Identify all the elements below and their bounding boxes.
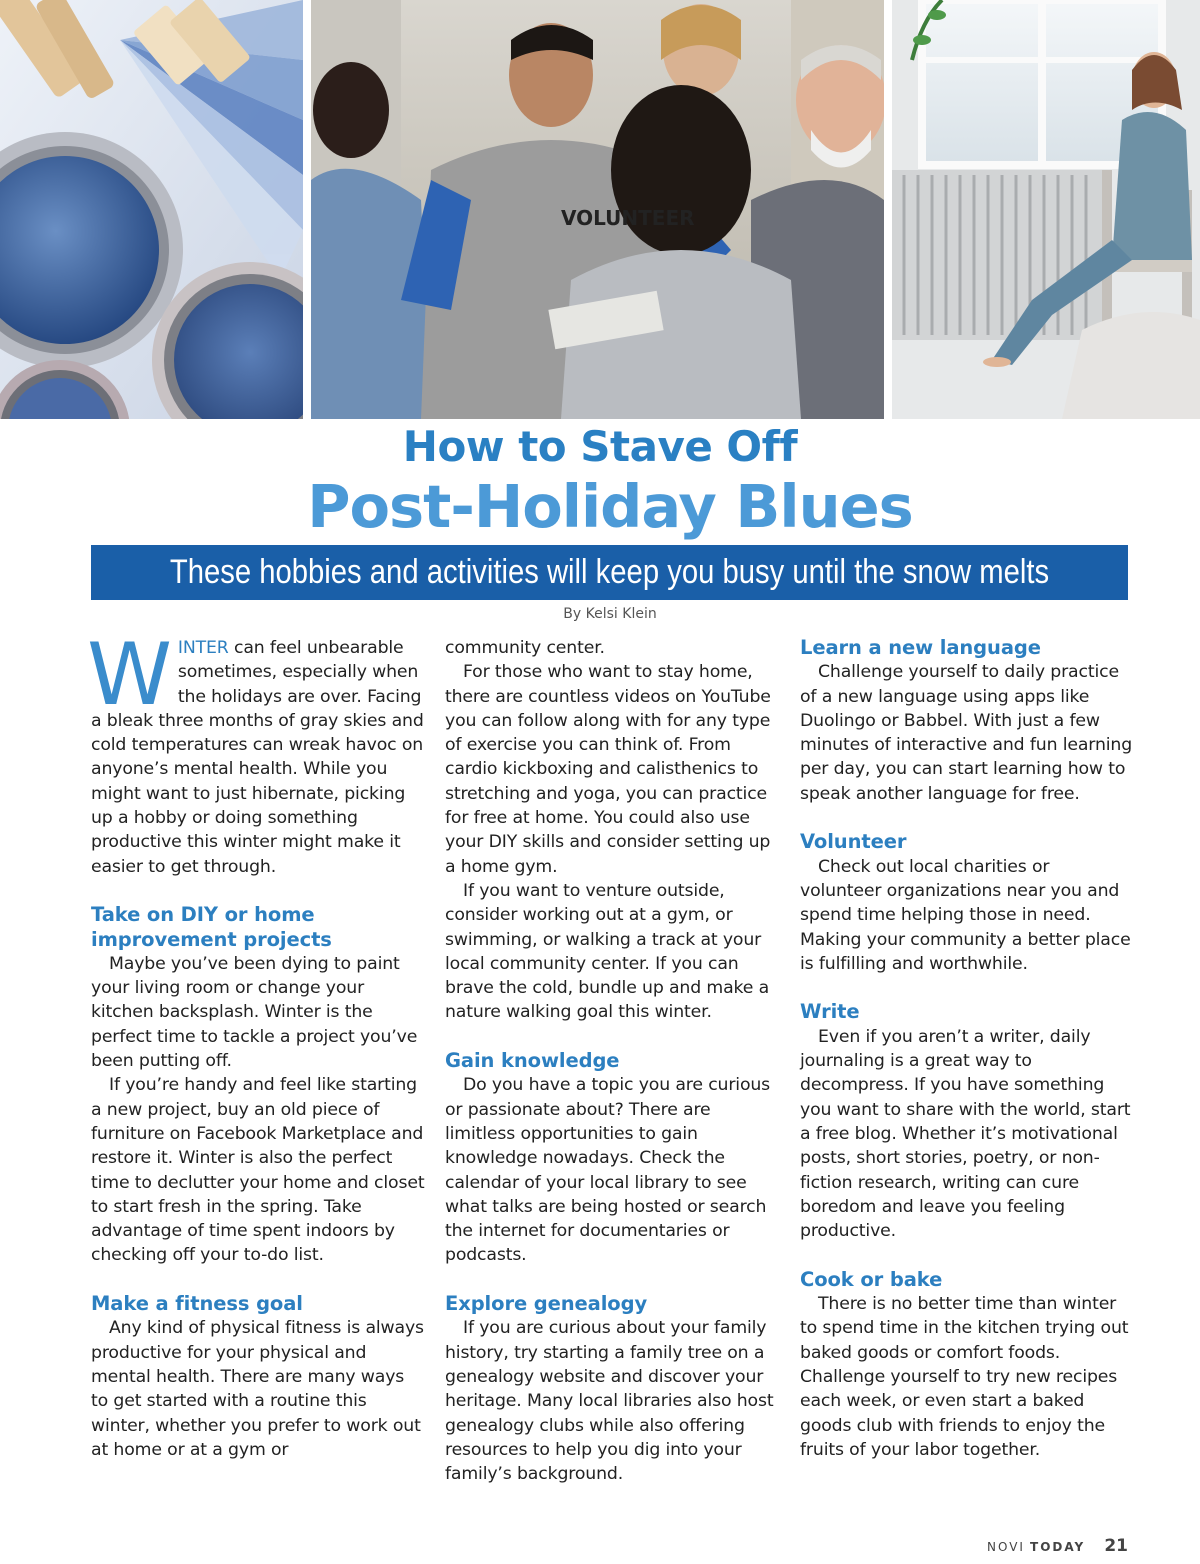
article-column-3 bbox=[800, 636, 1135, 1462]
article-deck: These hobbies and activities will keep you busy until the snow melts bbox=[169, 553, 1050, 591]
section-heading-genealogy: Explore genealogy bbox=[445, 1292, 648, 1316]
section-paragraph: Even if you aren’t a writer, daily journaling is a great way to decompress. If you have something you want to share with the world, start a free blog. Whether it’s motivational posts, short stories, poetry, or non-fiction research, writing can cure boredom and leave you feeling productive. bbox=[800, 1026, 1131, 1242]
article-headline: Post-Holiday Blues bbox=[307, 472, 913, 541]
section-paragraph: Any kind of physical fitness is always productive for your physical and mental health. There are many ways to get started with a routine this winter, whether you prefer to work out at home or at a gym or bbox=[91, 1318, 424, 1460]
folio-magazine-a: NOVI bbox=[986, 1540, 1025, 1554]
section-heading-diy: Take on DIY or home improvement projects bbox=[91, 903, 332, 951]
section-paragraph: If you’re handy and feel like starting a new project, buy an old piece of furniture on Facebook Marketplace and restore it. Winter is also the perfect time to declutter your home and closet to start fresh in the spring. Take advantage of time spent indoors by checking off your to-do list. bbox=[91, 1075, 425, 1266]
woman-journaling-photo bbox=[892, 0, 1200, 419]
intro-leadin: INTER bbox=[177, 638, 229, 658]
section-heading-write: Write bbox=[800, 1000, 860, 1024]
drop-cap: W bbox=[87, 625, 172, 725]
photo-strip bbox=[0, 0, 1200, 419]
article-kicker: How to Stave Off bbox=[402, 422, 798, 471]
article-column-2 bbox=[445, 636, 780, 1486]
article-column-1 bbox=[87, 625, 426, 1462]
intro-paragraph bbox=[87, 625, 426, 879]
section-heading-volunteer: Volunteer bbox=[800, 830, 907, 854]
article-byline: By Kelsi Klein bbox=[563, 606, 657, 622]
section-paragraph: Do you have a topic you are curious or passionate about? There are limitless opportunities to gain knowledge nowadays. Check the calendar of your local library to see what talks are being hosted or search the internet for documentaries or podcasts. bbox=[445, 1075, 771, 1266]
volunteers-photo bbox=[311, 0, 884, 419]
section-paragraph-continued: community center. bbox=[445, 638, 605, 658]
section-paragraph: Challenge yourself to daily practice of a new language using apps like Duolingo or Babbel. With just a few minutes of interactive and fun learning per day, you can start learning how to speak another language for free. bbox=[800, 662, 1133, 804]
section-heading-language: Learn a new language bbox=[800, 636, 1041, 659]
section-paragraph: Check out local charities or volunteer organizations near you and spend time helping those in need. Making your community a better place is fulfilling and worthwhile. bbox=[800, 856, 1131, 974]
section-paragraph: For those who want to stay home, there are countless videos on YouTube you can follow along with for any type of exercise you can think of. From cardio kickboxing and calisthenics to stretching and yoga, you can practice for free at home. You could also use your DIY skills and consider setting up a home gym. bbox=[445, 662, 771, 877]
intro-text: can feel unbearable sometimes, especially when the holidays are over. Facing a bleak three months of gray skies and cold temperatures can wreak havoc on anyone’s mental health. While you might want to just hibernate, picking up a hobby or doing something productive this winter might make it easier to get through. bbox=[91, 638, 424, 877]
paint-cans-photo bbox=[0, 0, 303, 419]
section-heading-cook: Cook or bake bbox=[800, 1267, 943, 1291]
section-paragraph: Maybe you’ve been dying to paint your living room or change your kitchen backsplash. Winter is the perfect time to tackle a project you’ve been putting off. bbox=[91, 953, 418, 1072]
section-paragraph: If you are curious about your family history, try starting a family tree on a genealogy website and discover your heritage. Many local libraries also host genealogy clubs while also offering resources to help you dig into your family’s background. bbox=[445, 1318, 774, 1485]
page-number: 21 bbox=[1104, 1536, 1128, 1556]
section-paragraph: There is no better time than winter to spend time in the kitchen trying out baked goods or comfort foods. Challenge yourself to try new recipes each week, or even start a baked goods club with friends to enjoy the fruits of your labor together. bbox=[800, 1294, 1129, 1460]
page-folio bbox=[987, 1536, 1128, 1556]
section-paragraph: If you want to venture outside, consider working out at a gym, or swimming, or walking a track at your local community center. If you can brave the cold, bundle up and make a nature walking goal this winter. bbox=[445, 880, 770, 1023]
section-heading-knowledge: Gain knowledge bbox=[445, 1049, 620, 1073]
folio-magazine-b: TODAY bbox=[1030, 1540, 1086, 1554]
shirt-text: VOLUNTEER bbox=[561, 206, 695, 230]
section-heading-fitness: Make a fitness goal bbox=[91, 1292, 303, 1316]
